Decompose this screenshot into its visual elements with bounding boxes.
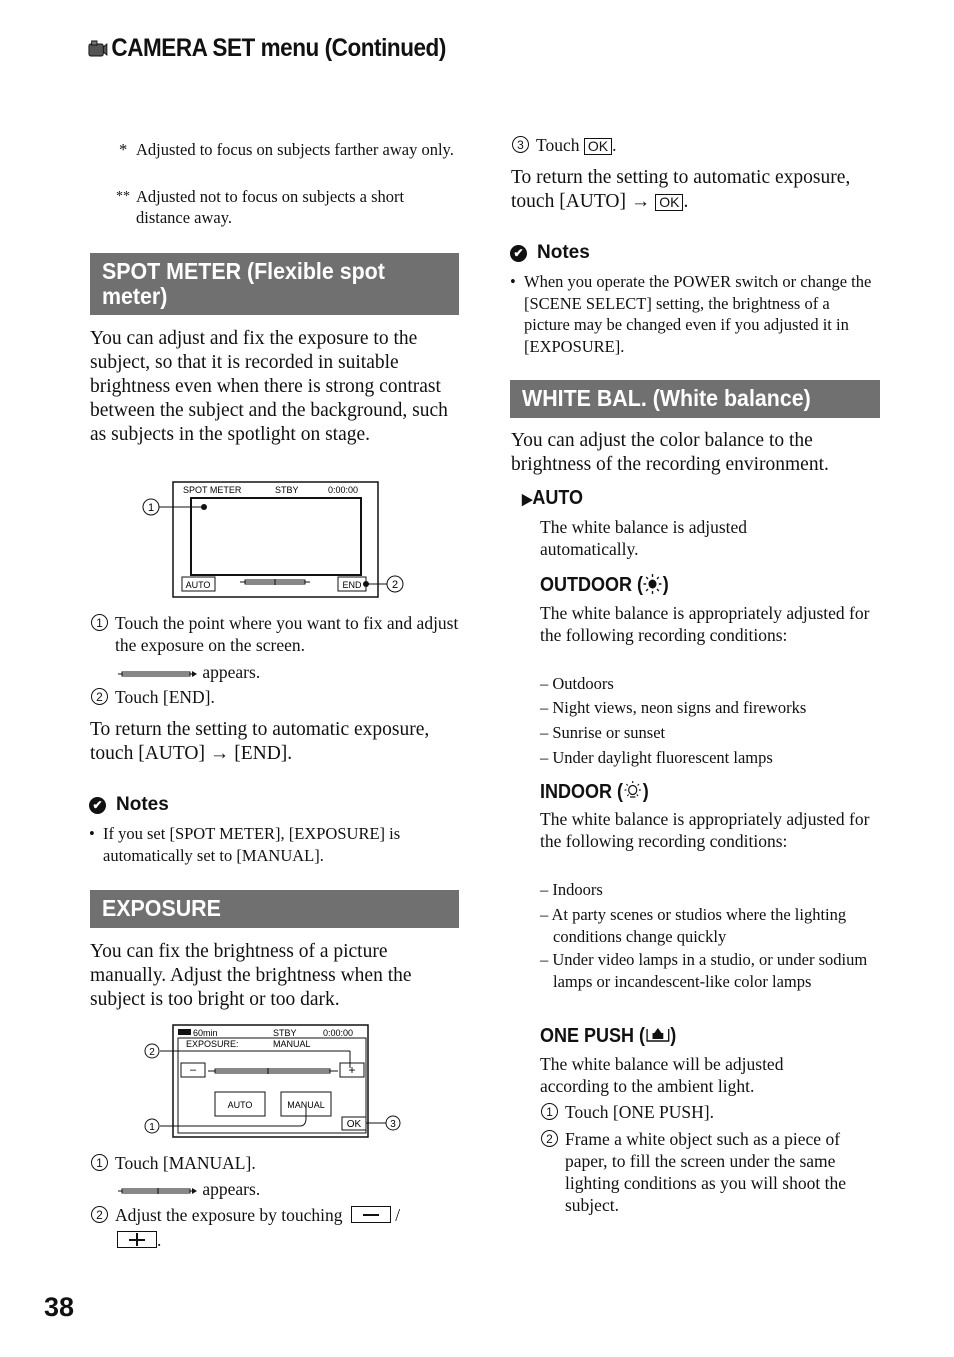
- one-push-desc: The white balance will be adjusted according to the ambient light.: [540, 1054, 784, 1096]
- spot-meter-note: • If you set [SPOT METER], [EXPOSURE] is automatically set to [MANUAL].: [89, 824, 401, 865]
- exposure-appears: appears.: [118, 1178, 260, 1200]
- svg-text:SPOT METER: SPOT METER: [183, 485, 242, 495]
- exposure-return: To return the setting to automatic exposure, touch [AUTO] → OK .: [511, 167, 851, 212]
- svg-text:EXPOSURE:: EXPOSURE:: [186, 1039, 239, 1049]
- svg-text:AUTO: AUTO: [227, 1100, 253, 1110]
- ok-button-icon: OK: [655, 194, 683, 211]
- svg-text:STBY: STBY: [273, 1028, 297, 1038]
- white-bal-body: You can adjust the color balance to the brightness of the recording environment.: [511, 430, 829, 475]
- exposure-body: You can fix the brightness of a picture manually. Adjust the brightness when the subject is too bright or too dark.: [90, 941, 412, 1010]
- exposure-heading: EXPOSURE: [90, 890, 459, 928]
- svg-text:END: END: [342, 580, 362, 590]
- svg-text:60min: 60min: [193, 1028, 218, 1038]
- outdoor-desc: The white balance is appropriately adjusted for the following recording conditions:: [540, 603, 870, 645]
- outdoor-heading: OUTDOOR ( ): [540, 574, 669, 596]
- ok-button-icon: OK: [584, 138, 612, 155]
- indoor-item: – Indoors: [540, 880, 603, 899]
- outdoor-item: – Under daylight fluorescent lamps: [540, 748, 773, 767]
- outdoor-item: – Outdoors: [540, 674, 614, 693]
- svg-text:1: 1: [147, 502, 155, 514]
- one-push-heading: ONE PUSH ( ): [540, 1025, 677, 1047]
- one-push-step-1: 1 Touch [ONE PUSH].: [540, 1101, 714, 1123]
- exposure-note: • When you operate the POWER switch or change the [SCENE SELECT] setting, the brightness of a picture may be changed even if you adjusted it in [EXPOSURE].: [510, 272, 872, 356]
- spot-meter-appears: appears.: [118, 661, 260, 683]
- slider-icon: [118, 1186, 198, 1196]
- svg-text:2: 2: [149, 1047, 155, 1058]
- one-push-step-2: 2 Frame a white object such as a piece of paper, to fill the screen under the same lighting conditions as you will shoot the subject.: [540, 1128, 885, 1216]
- svg-text:2: 2: [391, 579, 399, 591]
- indoor-desc: The white balance is appropriately adjusted for the following recording conditions:: [540, 809, 870, 851]
- exposure-step-1: 1 Touch [MANUAL].: [90, 1152, 256, 1174]
- spot-meter-return: To return the setting to automatic exposure, touch [AUTO] → [END].: [90, 719, 430, 764]
- auto-heading: ▶AUTO: [522, 487, 584, 509]
- camera-icon: [88, 40, 108, 58]
- svg-text:3: 3: [390, 1119, 396, 1130]
- exposure-notes-heading: ✔ Notes: [510, 242, 590, 264]
- footnote-1: * Adjusted to focus on subjects farther away only.: [119, 140, 454, 159]
- spot-meter-heading: SPOT METER (Flexible spot meter): [90, 253, 459, 315]
- spot-meter-body: You can adjust and fix the exposure to the subject, so that it is recorded in suitable brightness even when there is strong contrast between the subject and the background, such as subjects in the spotlight on stage.: [90, 328, 448, 445]
- spot-meter-step-1: 1 Touch the point where you want to fix and adjust the exposure on the screen.: [90, 612, 460, 656]
- footnote-2: ** Adjusted not to focus on subjects a short distance away.: [116, 187, 405, 227]
- spot-meter-step-2: 2 Touch [END].: [90, 686, 215, 708]
- default-arrow-icon: ▶: [522, 491, 533, 508]
- svg-text:0:00:00: 0:00:00: [323, 1028, 354, 1038]
- plus-button-icon: [117, 1231, 157, 1248]
- sun-icon: [643, 573, 663, 595]
- indoor-item: – At party scenes or studios where the lighting conditions change quickly: [540, 905, 847, 946]
- one-push-icon: [645, 1025, 670, 1045]
- exposure-step-3: 3 Touch OK .: [511, 134, 616, 156]
- notes-icon: ✔: [510, 245, 527, 262]
- page-number: 38: [44, 1292, 75, 1322]
- svg-text:1: 1: [149, 1122, 155, 1133]
- spot-meter-notes-heading: ✔ Notes: [89, 794, 169, 816]
- slider-icon: [118, 669, 198, 679]
- page-header: [88, 34, 446, 63]
- exposure-screen: [140, 1022, 410, 1142]
- auto-desc: The white balance is adjusted automatically.: [540, 517, 748, 559]
- svg-text:0:00:00: 0:00:00: [328, 485, 359, 495]
- bulb-icon: [623, 780, 643, 802]
- indoor-heading: INDOOR ( ): [540, 781, 649, 803]
- white-bal-heading: WHITE BAL. (White balance): [510, 380, 880, 418]
- outdoor-item: – Sunrise or sunset: [540, 723, 666, 742]
- svg-text:STBY: STBY: [275, 485, 299, 495]
- svg-text:OK: OK: [346, 1119, 362, 1130]
- outdoor-item: – Night views, neon signs and fireworks: [540, 698, 807, 717]
- svg-text:MANUAL: MANUAL: [287, 1100, 325, 1110]
- svg-text:–: –: [189, 1064, 197, 1076]
- indoor-item: – Under video lamps in a studio, or under sodium lamps or incandescent-like color lamps: [540, 950, 868, 991]
- svg-text:+: +: [348, 1063, 356, 1077]
- page-title: CAMERA SET menu (Continued): [111, 34, 446, 62]
- notes-icon: ✔: [89, 797, 106, 814]
- svg-text:AUTO: AUTO: [185, 580, 211, 590]
- svg-text:MANUAL: MANUAL: [273, 1039, 311, 1049]
- spot-meter-screen: [140, 480, 410, 602]
- exposure-step-2: 2 Adjust the exposure by touching / .: [90, 1204, 460, 1251]
- minus-button-icon: [351, 1206, 391, 1223]
